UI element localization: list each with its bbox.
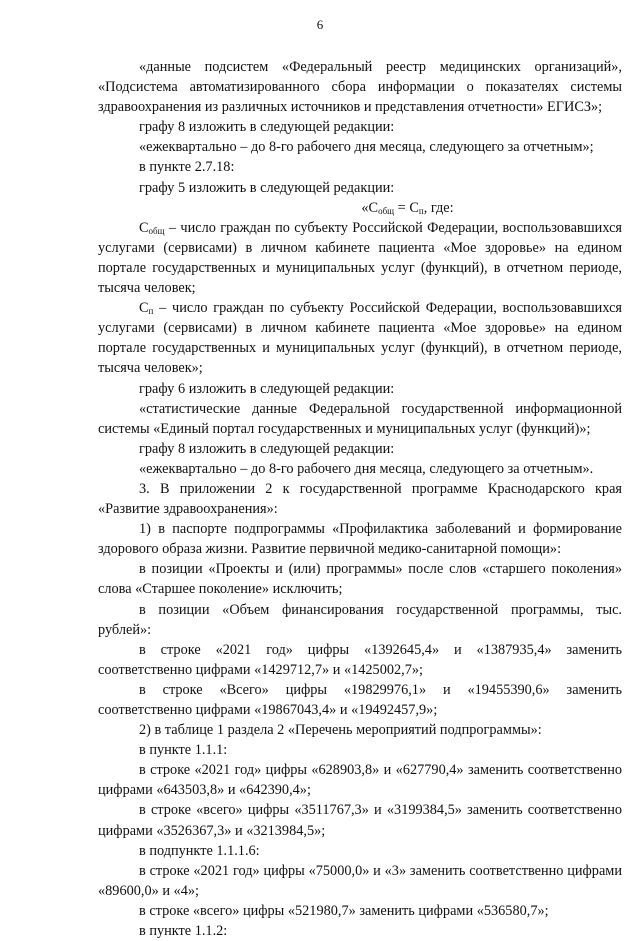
formula-subscript-total: общ bbox=[378, 205, 395, 216]
paragraph: в подпункте 1.1.1.6: bbox=[139, 842, 260, 859]
paragraph: 2) в таблице 1 раздела 2 «Перечень мероприятий подпрограммы»: bbox=[139, 722, 542, 739]
paragraph: в пункте 1.1.2: bbox=[139, 923, 228, 940]
formula-subscript-p: п bbox=[418, 205, 424, 216]
paragraph: в строке «всего» цифры «521980,7» заменить цифрами «536580,7»; bbox=[139, 902, 549, 919]
document-body bbox=[98, 57, 622, 941]
definition-c-total bbox=[98, 218, 622, 298]
formula-equals: = bbox=[394, 199, 410, 216]
paragraph: в позиции «Объем финансирования государственной программы, тыс. рублей»: bbox=[98, 601, 622, 638]
paragraph: 1) в паспорте подпрограммы «Профилактика заболеваний и формирование здорового образа жизни. Развитие первичной медико-санитарной помощи»: bbox=[98, 521, 622, 558]
paragraph: «статистические данные Федеральной государственной информационной системы «Единый портал государственных и муниципальных услуг (функций)»; bbox=[98, 400, 622, 437]
paragraph: графу 5 изложить в следующей редакции: bbox=[139, 179, 395, 196]
paragraph: в строке «Всего» цифры «19829976,1» и «19455390,6» заменить соответственно цифрами «19867043,4» и «19492457,9»; bbox=[98, 681, 622, 718]
symbol-c-total: С bbox=[139, 219, 149, 236]
paragraph: графу 6 изложить в следующей редакции: bbox=[139, 380, 395, 397]
paragraph: в строке «2021 год» цифры «628903,8» и «627790,4» заменить соответственно цифрами «643503,8» и «642390,4»; bbox=[98, 762, 622, 799]
page-number: 6 bbox=[316, 17, 324, 32]
definition-text: – число граждан по субъекту Российской Федерации, воспользовавшихся услугами (сервисами) в личном кабинете пациента «Мое здоровье» на едином портале государственных и муниципальных услуг (функций), в отчетном периоде, тысяча человек; bbox=[98, 219, 622, 297]
symbol-c-p: С bbox=[139, 300, 149, 317]
paragraph: в строке «2021 год» цифры «75000,0» и «3» заменить соответственно цифрами «89600,0» и «4»; bbox=[98, 862, 622, 899]
paragraph: «ежеквартально – до 8-го рабочего дня месяца, следующего за отчетным». bbox=[139, 460, 594, 477]
paragraph: графу 8 изложить в следующей редакции: bbox=[139, 440, 395, 457]
paragraph: графу 8 изложить в следующей редакции: bbox=[139, 119, 395, 136]
formula-symbol-c-total: С bbox=[368, 199, 379, 216]
paragraph: в пункте 1.1.1: bbox=[139, 742, 228, 759]
definition-c-p bbox=[98, 298, 622, 378]
definition-text: – число граждан по субъекту Российской Федерации, воспользовавшихся услугами (сервисами) в личном кабинете пациента «Мое здоровье» на едином портале государственных и муниципальных услуг (функций), в отчетном периоде, тысяча человек»; bbox=[98, 300, 622, 377]
paragraph: «данные подсистем «Федеральный реестр медицинских организаций», «Подсистема автоматизированного сбора информации о показателях системы здравоохранения из различных источников и представления отчетности» ЕГИСЗ»; bbox=[98, 59, 622, 116]
paragraph: «ежеквартально – до 8-го рабочего дня месяца, следующего за отчетным»; bbox=[139, 139, 594, 156]
paragraph: 3. В приложении 2 к государственной программе Краснодарского края «Развитие здравоохранения»: bbox=[98, 480, 622, 518]
symbol-subscript-total: общ bbox=[148, 225, 165, 236]
paragraph: в строке «всего» цифры «3511767,3» и «3199384,5» заменить соответственно цифрами «3526367,3» и «3213984,5»; bbox=[98, 802, 622, 839]
formula-symbol-c-p: С bbox=[409, 199, 419, 216]
symbol-subscript-p: п bbox=[148, 306, 154, 317]
formula-open-quote: « bbox=[361, 199, 369, 216]
formula bbox=[98, 198, 622, 218]
formula-tail: , где: bbox=[423, 199, 454, 216]
paragraph: в строке «2021 год» цифры «1392645,4» и «1387935,4» заменить соответственно цифрами «1429712,7» и «1425002,7»; bbox=[98, 641, 622, 678]
paragraph: в пункте 2.7.18: bbox=[139, 159, 235, 176]
paragraph: в позиции «Проекты и (или) программы» после слов «старшего поколения» слова «Старшее поколение» исключить; bbox=[98, 561, 622, 598]
